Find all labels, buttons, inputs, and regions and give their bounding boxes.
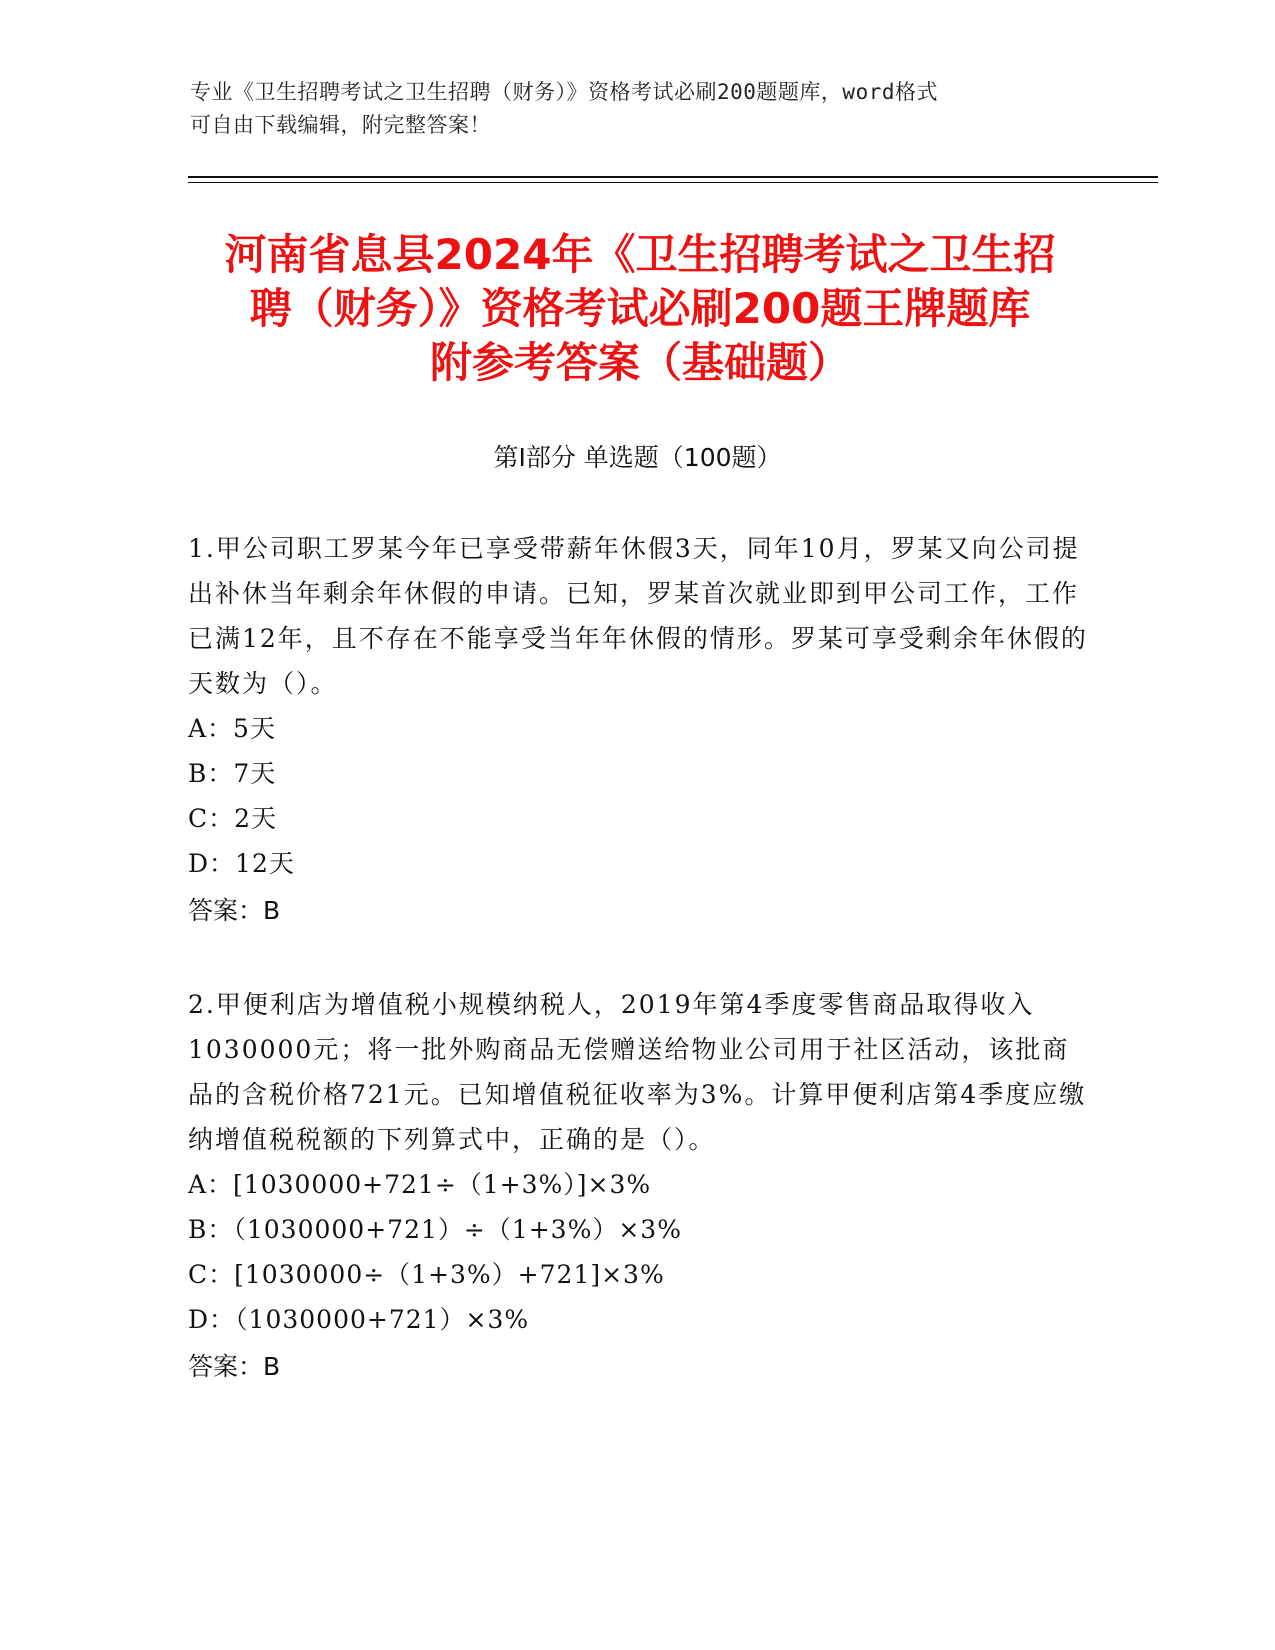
option-list (188, 1162, 1088, 1342)
header-divider-thin (188, 182, 1158, 183)
option-d: D：12天 (188, 849, 295, 878)
document-title-line-3: 附参考答案（基础题） (429, 338, 850, 387)
header-note-line-2: 可自由下载编辑，附完整答案！ (190, 113, 491, 137)
option-b: B：（1030000+721）÷（1+3%）×3% (188, 1215, 682, 1244)
section-heading: 第Ⅰ部分 单选题（100题） (493, 443, 782, 472)
option-a: A：5天 (188, 714, 276, 743)
option-d: D：（1030000+721）×3% (188, 1305, 530, 1334)
question-stem: 1.甲公司职工罗某今年已享受带薪年休假3天，同年10月，罗某又向公司提出补休当年剩余年休假的申请。已知，罗某首次就业即到甲公司工作，工作已满12年，且不存在不能享受当年年休假的情形。罗某可享受剩余年休假的天数为（）。 (188, 534, 1088, 698)
document-title-line-1: 河南省息县2024年《卫生招聘考试之卫生招 (224, 230, 1056, 279)
option-list (188, 706, 1088, 886)
question-2 (188, 982, 1088, 1389)
option-c: C：2天 (188, 804, 278, 833)
option-b: B：7天 (188, 759, 277, 788)
question-stem: 2.甲便利店为增值税小规模纳税人，2019年第4季度零售商品取得收入1030000元；将一批外购商品无偿赠送给物业公司用于社区活动，该批商品的含税价格721元。已知增值税征收率为3%。计算甲便利店第4季度应缴纳增值税税额的下列算式中，正确的是（）。 (188, 990, 1087, 1154)
question-1 (188, 526, 1088, 933)
document-title (160, 228, 1120, 390)
option-c: C：[1030000÷（1+3%）+721]×3% (188, 1260, 665, 1289)
header-note-line-1: 专业《卫生招聘考试之卫生招聘（财务）》资格考试必刷200题题库，word格式 (190, 80, 938, 104)
answer-line: 答案：B (188, 896, 281, 925)
document-title-line-2: 聘（财务）》资格考试必刷200题王牌题库 (249, 284, 1031, 333)
header-note (190, 76, 1070, 142)
option-a: A：[1030000+721÷（1+3%）]×3% (188, 1170, 652, 1199)
answer-line: 答案：B (188, 1352, 281, 1381)
header-divider-thick (188, 176, 1158, 178)
